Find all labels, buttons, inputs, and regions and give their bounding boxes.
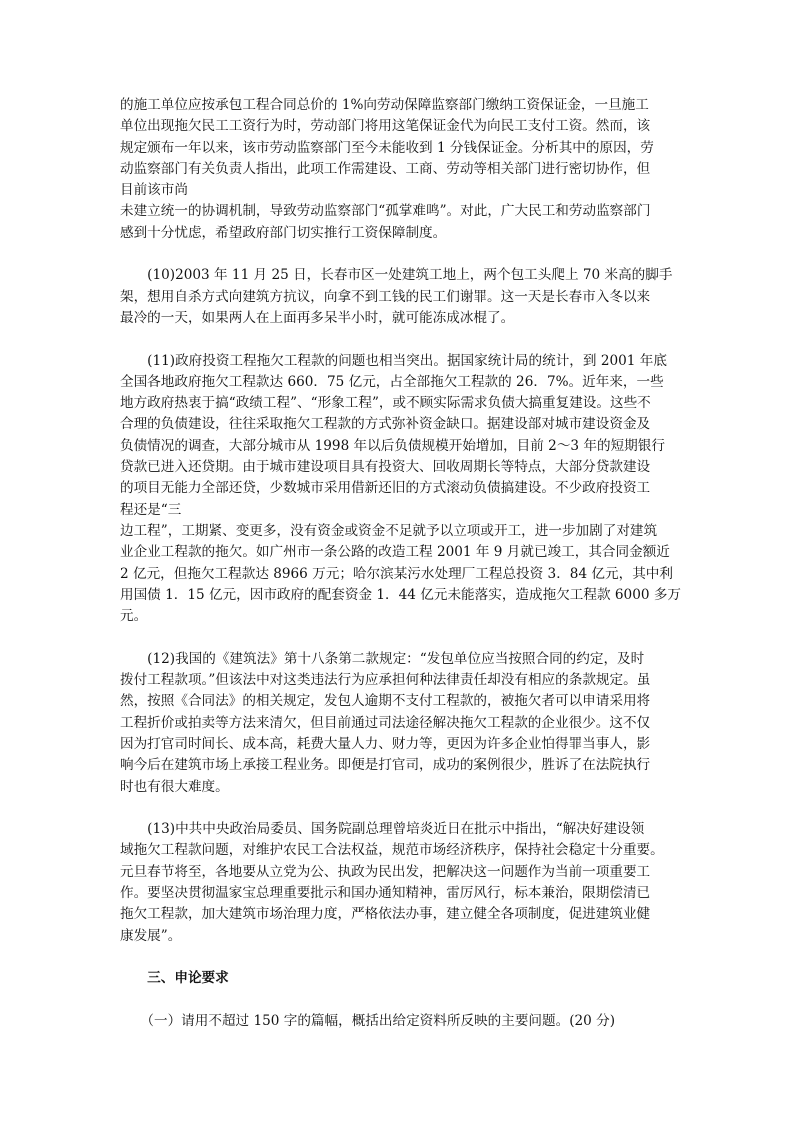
text-line: 然，按照《合同法》的相关规定，发包人逾期不支付工程款的，被拖欠者可以申请采用将 bbox=[120, 693, 651, 710]
paragraph-gap bbox=[120, 947, 678, 968]
text-line: 最冷的一天，如果两人在上面再多呆半小时，就可能冻成冰棍了。 bbox=[120, 309, 515, 326]
text-line: (11)政府投资工程拖欠工程款的问题也相当突出。据国家统计局的统计，到 2001 年底 bbox=[120, 352, 667, 369]
text-line: 架，想用自杀方式向建筑方抗议，向拿不到工钱的民工们谢罪。这一天是长春市入冬以来 bbox=[120, 288, 651, 305]
text-line: 域拖欠工程款问题，对维护农民工合法权益，规范市场经济秩序，保持社会稳定十分重要。 bbox=[120, 842, 664, 859]
text-line: 地方政府热衷于搞“政绩工程”、“形象工程”，或不顾实际需求负债大搞重复建设。这些不 bbox=[120, 395, 651, 412]
text-line: 规定颁布一年以来，该市劳动监察部门至今未能收到 1 分钱保证金。分析其中的原因，劳 bbox=[120, 139, 654, 156]
text-line: 康发展”。 bbox=[120, 927, 182, 944]
text-line: 单位出现拖欠民工工资行为时，劳动部门将用这笔保证金代为向民工支付工资。然而，该 bbox=[120, 118, 651, 135]
paragraph-gap bbox=[120, 989, 678, 1010]
text-line: 目前该市尚 bbox=[120, 182, 188, 199]
requirement-item: （一）请用不超过 150 字的篇幅，概括出给定资料所反映的主要问题。(20 分) bbox=[120, 1012, 616, 1029]
text-line: (10)2003 年 11 月 25 日，长春市区一处建筑工地上，两个包工头爬上 70 米高的脚手 bbox=[120, 267, 673, 284]
text-line: 未建立统一的协调机制，导致劳动监察部门“孤掌难鸣”。对此，广大民工和劳动监察部门 bbox=[120, 203, 651, 220]
text-line: 响今后在建筑市场上承接工程业务。即便是打官司，成功的案例很少，胜诉了在法院执行 bbox=[120, 757, 651, 774]
text-line: 边工程”，工期紧、变更多，没有资金或资金不足就予以立项或开工，进一步加剧了对建筑 bbox=[120, 522, 658, 539]
text-line: 程还是“三 bbox=[120, 501, 182, 518]
text-line: 的项目无能力全部还贷，少数城市采用借新还旧的方式滚动负债搞建设。不少政府投资工 bbox=[120, 480, 651, 497]
text-line: 贷款已进入还贷期。由于城市建设项目具有投资大、回收周期长等特点，大部分贷款建设 bbox=[120, 459, 651, 476]
text-line: 元。 bbox=[120, 608, 148, 625]
paragraph-gap bbox=[120, 244, 678, 265]
text-line: 感到十分忧虑，希望政府部门切实推行工资保障制度。 bbox=[120, 224, 447, 241]
text-line: 2 亿元，但拖欠工程款达 8966 万元；哈尔滨某污水处理厂工程总投资 3．84 亿元，其中利 bbox=[120, 565, 673, 582]
text-line: 作。要坚决贯彻温家宝总理重要批示和国办通知精神，雷厉风行，标本兼治，限期偿清已 bbox=[120, 884, 651, 901]
paragraph-11 bbox=[120, 351, 682, 628]
text-line: 业企业工程款的拖欠。如广州市一条公路的改造工程 2001 年 9 月就已竣工，其合同金额近 bbox=[120, 544, 670, 561]
text-line: 元旦春节将至，各地要从立党为公、执政为民出发，把解决这一问题作为当前一项重要工 bbox=[120, 863, 651, 880]
paragraph-10 bbox=[120, 265, 678, 329]
section-heading: 三、申论要求 bbox=[120, 970, 229, 987]
text-line: (13)中共中央政治局委员、国务院副总理曾培炎近日在批示中指出，“解决好建设领 bbox=[120, 821, 645, 838]
text-line: 拖欠工程款，加大建筑市场治理力度，严格依法办事，建立健全各项制度，促进建筑业健 bbox=[120, 906, 651, 923]
paragraph-gap bbox=[120, 329, 678, 350]
text-line: 全国各地政府拖欠工程款达 660．75 亿元，占全部拖欠工程款的 26．7%。近年来，一些 bbox=[120, 373, 664, 390]
paragraph-gap bbox=[120, 798, 678, 819]
text-line: 因为打官司时间长、成本高，耗费大量人力、财力等，更因为许多企业怕得罪当事人，影 bbox=[120, 735, 651, 752]
paragraph-continuation bbox=[120, 95, 678, 244]
paragraph-gap bbox=[120, 627, 678, 648]
text-line: 合理的负债建设，往往采取拖欠工程款的方式弥补资金缺口。据建设部对城市建设资金及 bbox=[120, 416, 651, 433]
text-line: 工程折价或拍卖等方法来清欠，但目前通过司法途径解决拖欠工程款的企业很少。这不仅 bbox=[120, 714, 651, 731]
text-line: 的施工单位应按承包工程合同总价的 1%向劳动保障监察部门缴纳工资保证金，一旦施工 bbox=[120, 97, 649, 113]
text-line: (12)我国的《建筑法》第十八条第二款规定：“发包单位应当按照合同的约定，及时 bbox=[120, 650, 645, 667]
text-line: 负债情况的调查，大部分城市从 1998 年以后负债规模开始增加，目前 2～3 年的短期银行 bbox=[120, 437, 665, 454]
text-line: 时也有很大难度。 bbox=[120, 778, 229, 795]
paragraph-13 bbox=[120, 819, 678, 947]
text-line: 用国债 1．15 亿元，因市政府的配套资金 1．44 亿元未能落实，造成拖欠工程款 6000 多万 bbox=[120, 586, 682, 603]
document-page bbox=[120, 95, 682, 1032]
text-line: 动监察部门有关负责人指出，此项工作需建设、工商、劳动等相关部门进行密切协作，但 bbox=[120, 160, 651, 177]
paragraph-12 bbox=[120, 649, 678, 798]
text-line: 拨付工程款项。”但该法中对这类违法行为应承担何种法律责任却没有相应的条款规定。虽 bbox=[120, 672, 651, 689]
